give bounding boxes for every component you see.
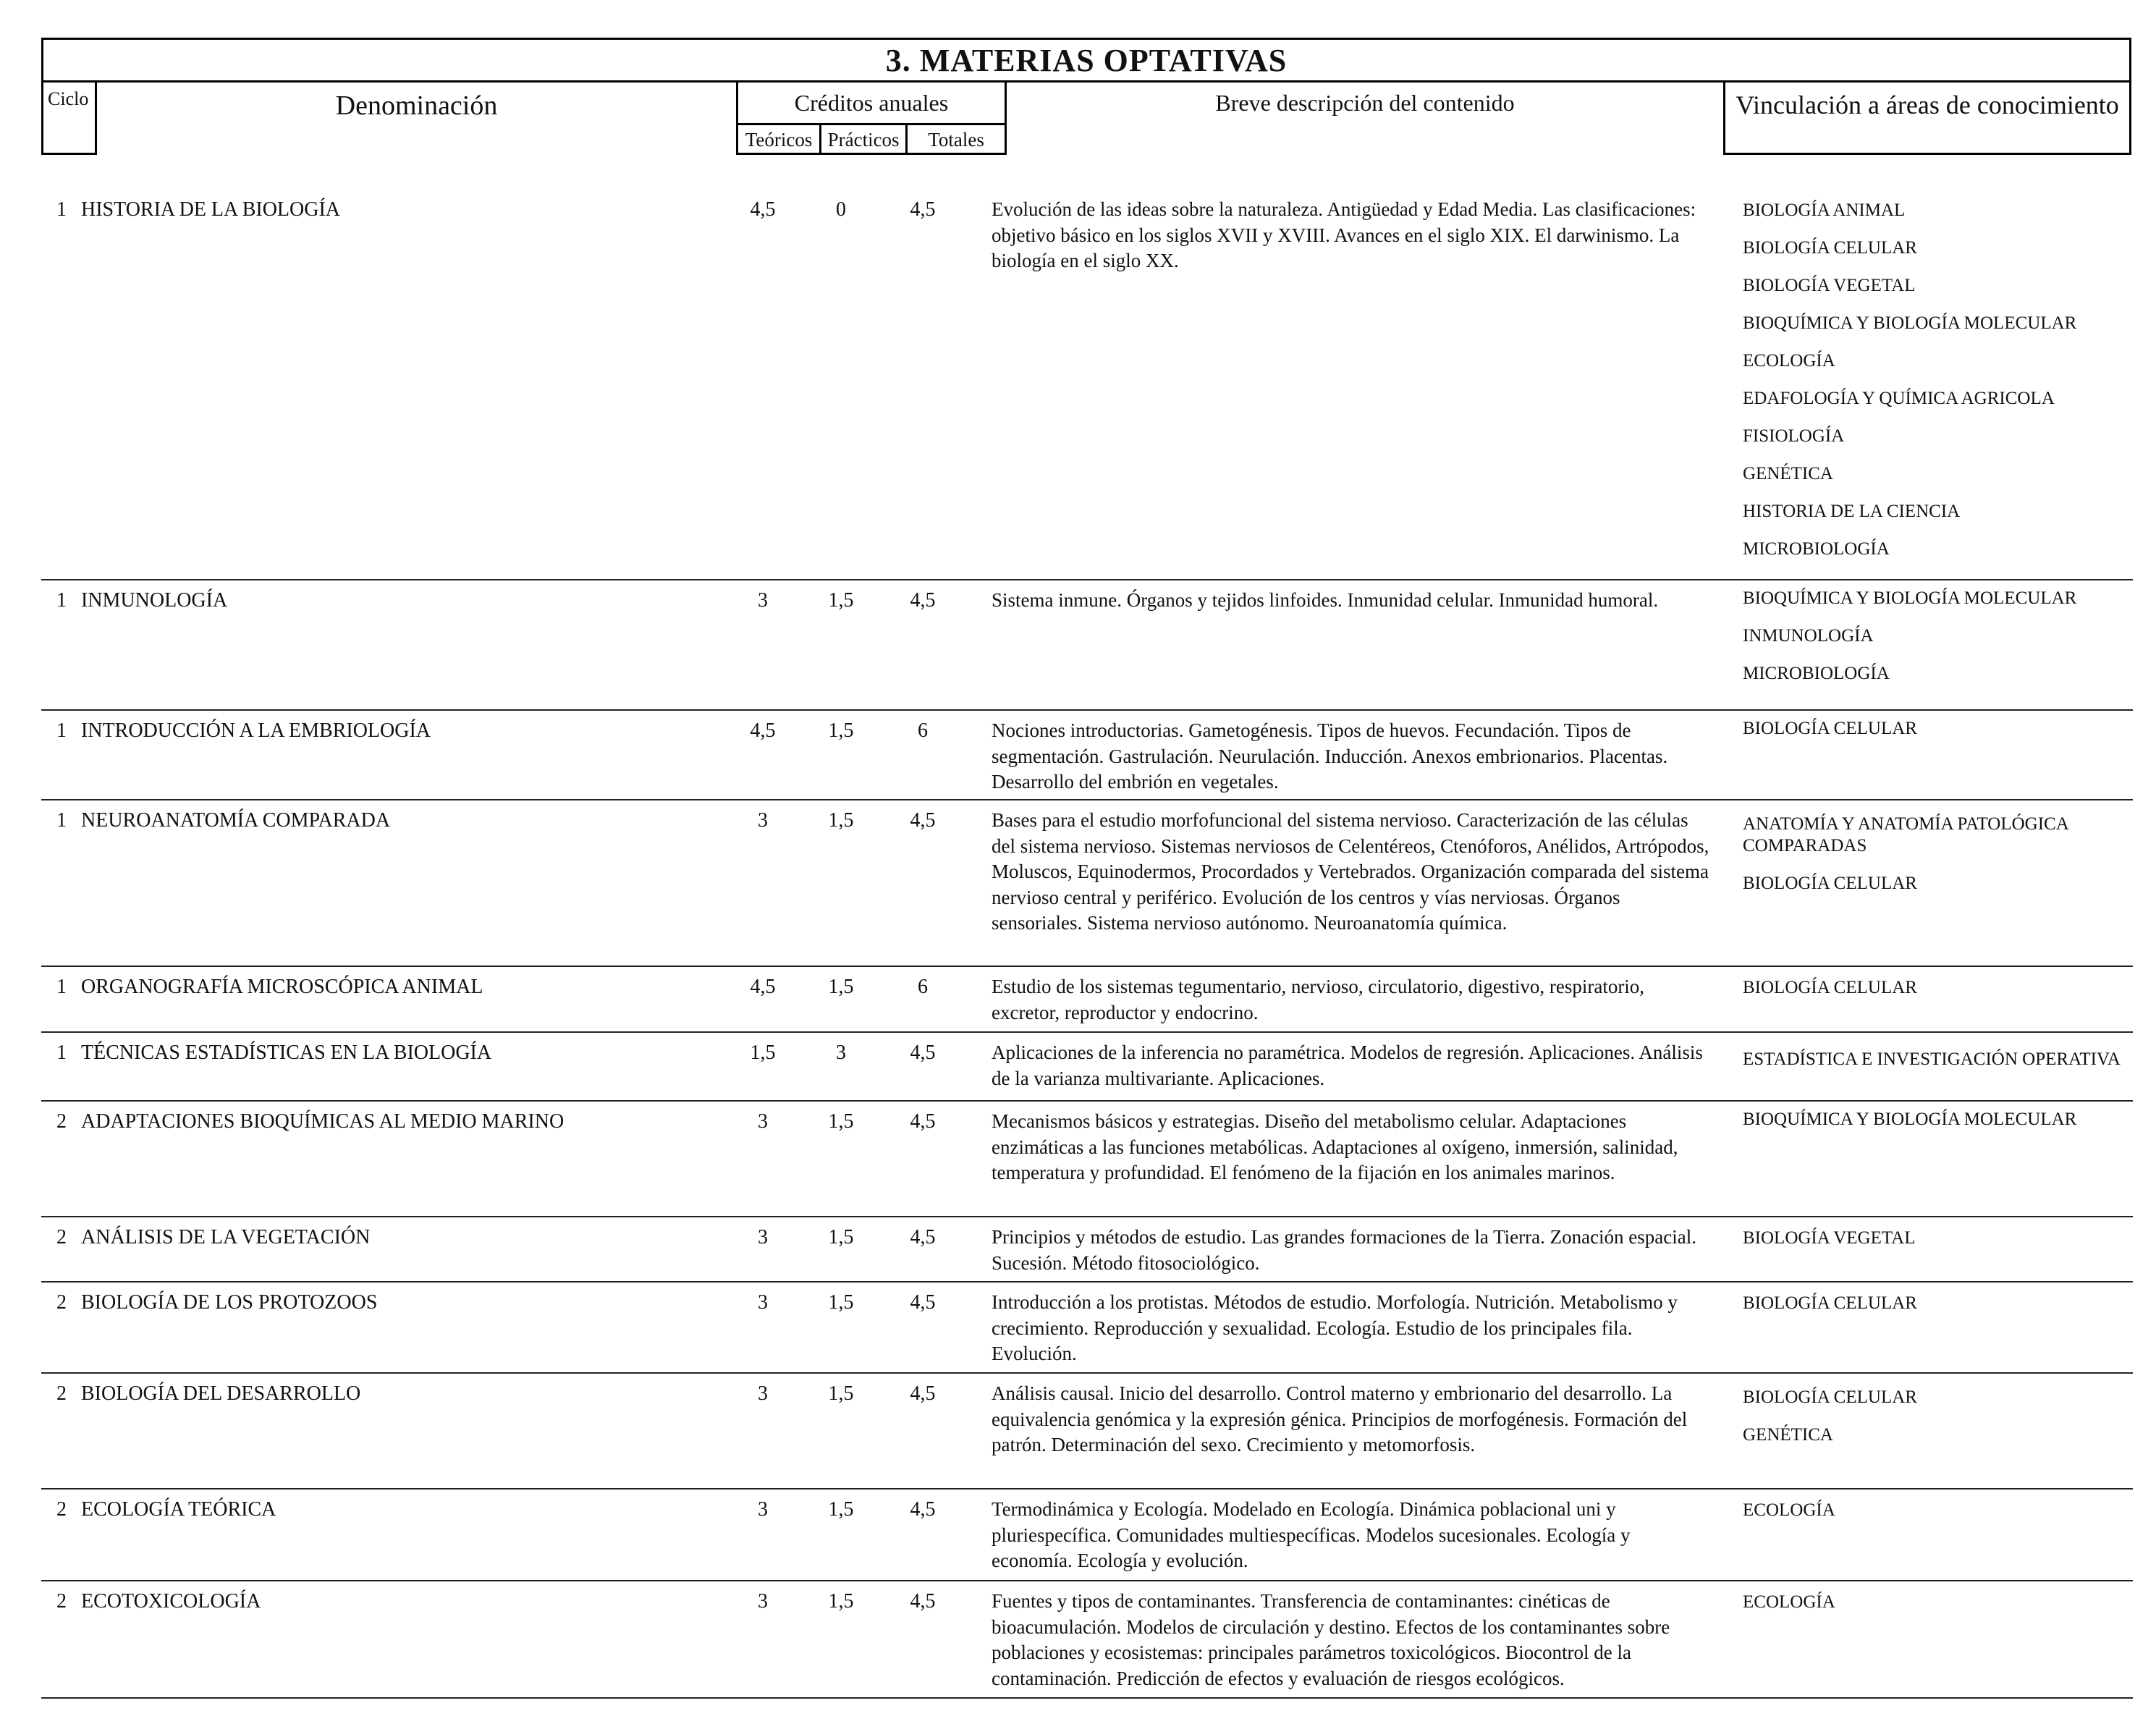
row-teoricos: 4,5 bbox=[750, 976, 776, 998]
row-totales: 4,5 bbox=[910, 1041, 936, 1064]
row-teoricos: 3 bbox=[758, 1498, 768, 1521]
area-item: GENÉTICA bbox=[1743, 1425, 1833, 1445]
area-item: MICROBIOLOGÍA bbox=[1743, 664, 1890, 683]
row-totales: 4,5 bbox=[910, 1590, 936, 1613]
row-ciclo: 1 bbox=[56, 976, 67, 998]
row-denominacion: HISTORIA DE LA BIOLOGÍA bbox=[81, 198, 341, 221]
area-item: BIOQUÍMICA Y BIOLOGÍA MOLECULAR bbox=[1743, 1110, 2077, 1129]
area-item: BIOLOGÍA CELULAR bbox=[1743, 874, 1917, 893]
row-descripcion: Evolución de las ideas sobre la naturaleza. Antigüedad y Edad Media. Las clasificaciones: objetivo básico en los siglos XVII y XVIII. Avances en el siglo XIX. El darwinismo. La biología en el siglo XX. bbox=[992, 198, 1696, 271]
row-teoricos: 3 bbox=[758, 589, 768, 612]
row-practicos: 1,5 bbox=[828, 1226, 854, 1248]
row-areas bbox=[1743, 200, 2134, 576]
area-item: BIOLOGÍA CELULAR bbox=[1743, 719, 1917, 738]
row-denominacion: INMUNOLOGÍA bbox=[81, 589, 228, 612]
row-descripcion: Fuentes y tipos de contaminantes. Transferencia de contaminantes: cinéticas de bioacumulación. Modelos de circulación y destino. Efectos de los contaminantes sobre poblaciones y ecosistemas: principales parámetros toxicológicos. Biocontrol de la contaminación. Predicción de efectos y evaluación de riesgos ecológicos. bbox=[992, 1590, 1670, 1689]
row-teoricos: 4,5 bbox=[750, 719, 776, 742]
area-item: FISIOLOGÍA bbox=[1743, 426, 1845, 446]
area-item: HISTORIA DE LA CIENCIA bbox=[1743, 502, 1961, 521]
row-totales: 6 bbox=[918, 976, 928, 998]
area-item: BIOQUÍMICA Y BIOLOGÍA MOLECULAR bbox=[1743, 588, 2077, 608]
header-ciclo-label: Ciclo bbox=[48, 88, 89, 109]
row-practicos: 1,5 bbox=[828, 1498, 854, 1521]
row-divider bbox=[41, 1031, 2133, 1033]
area-item: ANATOMÍA Y ANATOMÍA PATOLÓGICA COMPARADAS bbox=[1743, 814, 2068, 855]
row-totales: 4,5 bbox=[910, 1498, 936, 1521]
row-ciclo: 2 bbox=[56, 1226, 67, 1248]
row-teoricos: 3 bbox=[758, 1226, 768, 1248]
row-teoricos: 3 bbox=[758, 1382, 768, 1405]
row-practicos: 1,5 bbox=[828, 1291, 854, 1314]
row-teoricos: 3 bbox=[758, 809, 768, 832]
row-ciclo: 2 bbox=[56, 1382, 67, 1405]
area-item: ECOLOGÍA bbox=[1743, 1500, 1835, 1520]
row-divider bbox=[41, 1580, 2133, 1581]
row-areas bbox=[1743, 1293, 2134, 1330]
row-areas bbox=[1743, 1500, 2134, 1537]
row-areas bbox=[1743, 814, 2134, 910]
row-descripcion: Mecanismos básicos y estrategias. Diseño del metabolismo celular. Adaptaciones enzimáticas a las funciones metabólicas. Adaptaciones al oxígeno, inmersión, salinidad, temperatura y profundidad. El fenómeno de la fijación en los animales marinos. bbox=[992, 1110, 1678, 1183]
area-item: BIOLOGÍA VEGETAL bbox=[1743, 276, 1916, 295]
row-divider bbox=[41, 1281, 2133, 1283]
row-practicos: 0 bbox=[836, 198, 846, 221]
row-practicos: 1,5 bbox=[828, 719, 854, 742]
header-practicos: Prácticos bbox=[821, 125, 908, 155]
header-creditos-label: Créditos anuales bbox=[738, 83, 1005, 125]
row-practicos: 1,5 bbox=[828, 1382, 854, 1405]
row-practicos: 1,5 bbox=[828, 809, 854, 832]
row-totales: 4,5 bbox=[910, 809, 936, 832]
area-item: INMUNOLOGÍA bbox=[1743, 626, 1874, 646]
section-title: 3. MATERIAS OPTATIVAS bbox=[41, 38, 2131, 83]
row-descripcion: Sistema inmune. Órganos y tejidos linfoides. Inmunidad celular. Inmunidad humoral. bbox=[992, 589, 1659, 611]
row-practicos: 1,5 bbox=[828, 1590, 854, 1613]
row-totales: 4,5 bbox=[910, 1382, 936, 1405]
row-divider bbox=[41, 1216, 2133, 1217]
area-item: BIOLOGÍA ANIMAL bbox=[1743, 200, 1906, 220]
row-ciclo: 2 bbox=[56, 1590, 67, 1613]
row-teoricos: 3 bbox=[758, 1590, 768, 1613]
area-item: MICROBIOLOGÍA bbox=[1743, 539, 1890, 559]
area-item: BIOLOGÍA CELULAR bbox=[1743, 1293, 1917, 1313]
area-item: BIOQUÍMICA Y BIOLOGÍA MOLECULAR bbox=[1743, 313, 2077, 333]
row-areas bbox=[1743, 1049, 2134, 1086]
row-denominacion: BIOLOGÍA DE LOS PROTOZOOS bbox=[81, 1291, 378, 1314]
row-descripcion: Análisis causal. Inicio del desarrollo. Control materno y embrionario del desarrollo. La equivalencia genómica y la expresión génica. Principios de morfogénesis. Formación del patrón. Determinación del sexo. Crecimiento y metomorfosis. bbox=[992, 1382, 1688, 1455]
row-descripcion: Termodinámica y Ecología. Modelado en Ecología. Dinámica poblacional uni y pluriespecífica. Comunidades multiespecíficas. Modelos sucesionales. Ecología y economía. Ecología y evolución. bbox=[992, 1498, 1631, 1571]
row-divider bbox=[41, 1697, 2133, 1699]
row-ciclo: 2 bbox=[56, 1498, 67, 1521]
row-divider bbox=[41, 709, 2133, 711]
row-totales: 6 bbox=[918, 719, 928, 742]
area-item: ESTADÍSTICA E INVESTIGACIÓN OPERATIVA bbox=[1743, 1049, 2121, 1069]
area-item: BIOLOGÍA CELULAR bbox=[1743, 238, 1917, 258]
row-descripcion: Bases para el estudio morfofuncional del sistema nervioso. Caracterización de las células del sistema nervioso. Sistemas nerviosos de Celentéreos, Ctenóforos, Anélidos, Artrópodos, Moluscos, Equinodermos, Procordados y Vertebrados. Organización comparada del sistema nervioso central y periférico. Evolución de los centros y vías nerviosas. Órganos sensoriales. Sistema nervioso autónomo. Neuroanatomía química. bbox=[992, 809, 1709, 934]
row-denominacion: BIOLOGÍA DEL DESARROLLO bbox=[81, 1382, 361, 1405]
row-totales: 4,5 bbox=[910, 1226, 936, 1248]
row-descripcion: Principios y métodos de estudio. Las grandes formaciones de la Tierra. Zonación espacial. Sucesión. Método fitosociológico. bbox=[992, 1226, 1697, 1274]
row-areas bbox=[1743, 1227, 2134, 1265]
row-areas bbox=[1743, 1592, 2134, 1629]
row-teoricos: 3 bbox=[758, 1110, 768, 1133]
row-teoricos: 1,5 bbox=[750, 1041, 776, 1064]
row-teoricos: 4,5 bbox=[750, 198, 776, 221]
row-areas bbox=[1743, 1109, 2134, 1146]
row-ciclo: 1 bbox=[56, 198, 67, 221]
area-item: BIOLOGÍA CELULAR bbox=[1743, 978, 1917, 997]
row-practicos: 1,5 bbox=[828, 1110, 854, 1133]
row-totales: 4,5 bbox=[910, 589, 936, 612]
row-denominacion: TÉCNICAS ESTADÍSTICAS EN LA BIOLOGÍA bbox=[81, 1041, 492, 1064]
row-totales: 4,5 bbox=[910, 198, 936, 221]
row-denominacion: ADAPTACIONES BIOQUÍMICAS AL MEDIO MARINO bbox=[81, 1110, 565, 1133]
row-areas bbox=[1743, 977, 2134, 1015]
row-descripcion: Nociones introductorias. Gametogénesis. Tipos de huevos. Fecundación. Tipos de segmentación. Gastrulación. Neurulación. Inducción. Anexos embrionarios. Placentas. Desarrollo del embrión en vegetales. bbox=[992, 719, 1668, 793]
area-item: EDAFOLOGÍA Y QUÍMICA AGRICOLA bbox=[1743, 389, 2055, 408]
row-areas bbox=[1743, 588, 2134, 701]
row-areas bbox=[1743, 1387, 2134, 1462]
row-divider bbox=[41, 1372, 2133, 1374]
row-denominacion: ANÁLISIS DE LA VEGETACIÓN bbox=[81, 1226, 371, 1248]
row-areas bbox=[1743, 718, 2134, 756]
header-totales: Totales bbox=[928, 129, 984, 151]
row-ciclo: 1 bbox=[56, 719, 67, 742]
row-practicos: 1,5 bbox=[828, 589, 854, 612]
row-divider bbox=[41, 1488, 2133, 1490]
row-practicos: 3 bbox=[836, 1041, 846, 1064]
row-teoricos: 3 bbox=[758, 1291, 768, 1314]
row-totales: 4,5 bbox=[910, 1110, 936, 1133]
row-divider bbox=[41, 799, 2133, 800]
row-ciclo: 2 bbox=[56, 1291, 67, 1314]
row-divider bbox=[41, 1100, 2133, 1102]
area-item: BIOLOGÍA CELULAR bbox=[1743, 1387, 1917, 1407]
row-ciclo: 2 bbox=[56, 1110, 67, 1133]
row-descripcion: Aplicaciones de la inferencia no paramétrica. Modelos de regresión. Aplicaciones. Análisis de la varianza multivariante. Aplicaciones. bbox=[992, 1041, 1703, 1089]
row-ciclo: 1 bbox=[56, 589, 67, 612]
row-denominacion: INTRODUCCIÓN A LA EMBRIOLOGÍA bbox=[81, 719, 431, 742]
row-denominacion: NEUROANATOMÍA COMPARADA bbox=[81, 809, 391, 832]
row-denominacion: ECOLOGÍA TEÓRICA bbox=[81, 1498, 276, 1521]
row-descripcion: Estudio de los sistemas tegumentario, nervioso, circulatorio, digestivo, respiratorio, excretor, reproductor y endocrino. bbox=[992, 976, 1645, 1023]
row-totales: 4,5 bbox=[910, 1291, 936, 1314]
row-denominacion: ORGANOGRAFÍA MICROSCÓPICA ANIMAL bbox=[81, 976, 483, 998]
header-teoricos: Teóricos bbox=[738, 125, 821, 155]
area-item: GENÉTICA bbox=[1743, 464, 1833, 483]
row-ciclo: 1 bbox=[56, 1041, 67, 1064]
row-denominacion: ECOTOXICOLOGÍA bbox=[81, 1590, 261, 1613]
row-descripcion: Introducción a los protistas. Métodos de estudio. Morfología. Nutrición. Metabolismo y crecimiento. Reproducción y sexualidad. Ecología. Estudio de los principales fila. Evolución. bbox=[992, 1291, 1678, 1364]
row-divider bbox=[41, 965, 2133, 967]
area-item: ECOLOGÍA bbox=[1743, 351, 1835, 371]
area-item: ECOLOGÍA bbox=[1743, 1592, 1835, 1612]
row-divider bbox=[41, 579, 2133, 580]
row-practicos: 1,5 bbox=[828, 976, 854, 998]
header-descripcion: Breve descripción del contenido bbox=[1005, 83, 1723, 155]
row-ciclo: 1 bbox=[56, 809, 67, 832]
area-item: BIOLOGÍA VEGETAL bbox=[1743, 1228, 1916, 1248]
header-denominacion: Denominación bbox=[95, 83, 736, 155]
header-vinculacion: Vinculación a áreas de conocimiento bbox=[1723, 83, 2131, 155]
